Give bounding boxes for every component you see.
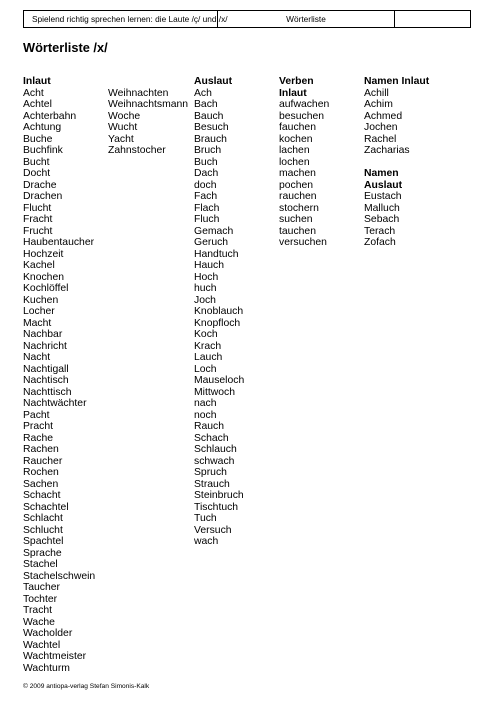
word-item: pochen	[279, 179, 314, 191]
word-item: Nachricht	[23, 340, 67, 352]
word-item: Raucher	[23, 455, 63, 467]
word-item: Weihnachtsmann	[108, 99, 189, 110]
word-item: Nachtisch	[23, 375, 69, 386]
column-heading-auslaut: Auslaut	[194, 76, 233, 87]
word-item: Macht	[23, 317, 52, 329]
word-item: Nacht	[23, 352, 51, 363]
word-item: Versuch	[194, 524, 232, 536]
word-item: Fracht	[23, 214, 53, 225]
word-item: Kachel	[23, 260, 55, 271]
word-item: Strauch	[194, 478, 230, 490]
word-item: doch	[194, 179, 217, 191]
word-item: Rauch	[194, 421, 225, 432]
word-item: Sachen	[23, 478, 59, 490]
word-item: Loch	[194, 363, 217, 375]
word-item: Hoch	[194, 271, 219, 283]
word-item: Joch	[194, 294, 216, 306]
header-table	[23, 10, 471, 28]
word-item: Wachturm	[23, 662, 70, 674]
word-item: tauchen	[279, 225, 316, 237]
word-list-auslaut	[194, 88, 244, 548]
word-item: Dach	[194, 168, 219, 179]
word-item: Spruch	[194, 467, 227, 478]
word-item: Gemach	[194, 225, 234, 237]
word-item: Knopfloch	[194, 317, 241, 329]
word-item: Wacholder	[23, 628, 73, 639]
column-heading-namen-inlaut: Namen Inlaut	[364, 76, 430, 87]
word-item: aufwachen	[279, 99, 330, 110]
word-item: wach	[194, 536, 219, 547]
word-item: Bruch	[194, 145, 222, 156]
word-item: Stachelschwein	[23, 570, 96, 582]
word-item: Haubentaucher	[23, 237, 95, 248]
word-item: Acht	[23, 87, 44, 99]
column-inlaut-continued	[108, 88, 188, 157]
word-item: Woche	[108, 110, 141, 122]
word-item: Sebach	[364, 214, 400, 225]
header-title-cell	[218, 11, 395, 27]
word-item: Wucht	[108, 122, 138, 133]
header-subject-text: Spielend richtig sprechen lernen: die Laute /ç/ und /x/	[32, 14, 228, 24]
word-item: Hauch	[194, 260, 225, 271]
word-item: Achim	[364, 99, 393, 110]
word-item: Jochen	[364, 122, 398, 133]
word-item: nach	[194, 398, 217, 409]
word-item: Tochter	[23, 593, 58, 605]
word-item: suchen	[279, 214, 313, 225]
word-item: Buche	[23, 133, 53, 145]
word-item: Achtung	[23, 122, 62, 133]
word-item: Rochen	[23, 467, 59, 478]
word-item: Pracht	[23, 421, 54, 432]
word-item: Bauch	[194, 110, 224, 122]
word-item: Mittwoch	[194, 386, 235, 398]
word-list-inlaut-continued	[108, 88, 188, 157]
word-item: Nachtwächter	[23, 398, 87, 409]
word-item: Tracht	[23, 605, 53, 616]
word-item: Brauch	[194, 133, 227, 145]
word-item: Eustach	[364, 191, 402, 202]
word-item: Schlauch	[194, 444, 237, 455]
word-item: Drache	[23, 179, 57, 191]
page-title: Wörterliste /x/	[23, 40, 108, 55]
word-item: Zofach	[364, 237, 396, 248]
word-item: Schacht	[23, 490, 61, 501]
word-item: Schachtel	[23, 501, 69, 513]
word-item: Fach	[194, 191, 218, 202]
word-item: Nachbar	[23, 329, 63, 340]
word-item: kochen	[279, 133, 313, 145]
word-item: versuchen	[279, 237, 327, 248]
word-item: Bucht	[23, 156, 50, 168]
word-item: Krach	[194, 340, 222, 352]
word-item: besuchen	[279, 110, 325, 122]
word-item: machen	[279, 168, 316, 179]
word-item: Sprache	[23, 547, 62, 559]
word-item: Hochzeit	[23, 248, 64, 260]
column-auslaut	[194, 76, 244, 548]
word-item: Achill	[364, 87, 389, 99]
word-item: rauchen	[279, 191, 317, 202]
word-item: Buchfink	[23, 145, 63, 156]
word-item: Stachel	[23, 559, 58, 570]
word-item: Flach	[194, 202, 220, 214]
header-empty-cell	[395, 11, 470, 27]
word-item: Nachttisch	[23, 386, 72, 398]
word-item: Schach	[194, 432, 229, 444]
word-item: Kochlöffel	[23, 283, 69, 294]
word-item: Docht	[23, 168, 51, 179]
word-item: Ach	[194, 87, 212, 99]
word-item: Locher	[23, 306, 55, 317]
word-item: Achmed	[364, 110, 403, 122]
word-item: Pacht	[23, 409, 50, 421]
word-item: Mauseloch	[194, 375, 245, 386]
word-item: Rachen	[23, 444, 59, 455]
word-item: Terach	[364, 225, 396, 237]
word-item: Besuch	[194, 122, 229, 133]
word-list-namen-inlaut	[364, 88, 429, 157]
word-item: Geruch	[194, 237, 229, 248]
word-item: Zahnstocher	[108, 145, 166, 156]
word-item: Knochen	[23, 271, 65, 283]
word-item: Frucht	[23, 225, 53, 237]
word-item: noch	[194, 409, 217, 421]
column-subheading-verben-inlaut: Inlaut	[279, 87, 307, 99]
word-item: Schlacht	[23, 513, 63, 524]
word-item: Wache	[23, 616, 55, 628]
word-item: Koch	[194, 329, 218, 340]
word-item: Yacht	[108, 133, 134, 145]
word-item: Rachel	[364, 133, 397, 145]
word-item: Zacharias	[364, 145, 410, 156]
word-item: Kuchen	[23, 294, 59, 306]
word-item: lochen	[279, 156, 310, 168]
column-heading-namen-auslaut-line1: Namen	[364, 168, 399, 179]
footer-copyright: © 2009 antiopa-verlag Stefan Simonis-Kalk	[23, 683, 150, 690]
column-namen	[364, 76, 429, 249]
word-item: Flucht	[23, 202, 52, 214]
word-item: Lauch	[194, 352, 223, 363]
word-item: Malluch	[364, 202, 400, 214]
word-item: Tuch	[194, 513, 217, 524]
spacer	[364, 157, 429, 169]
word-list-inlaut	[23, 88, 95, 675]
word-item: Nachtigall	[23, 363, 69, 375]
word-item: Knoblauch	[194, 306, 244, 317]
word-item: Bach	[194, 99, 218, 110]
word-item: lachen	[279, 145, 310, 156]
column-inlaut	[23, 76, 95, 674]
word-item: Fluch	[194, 214, 220, 225]
column-heading-namen-auslaut-line2: Auslaut	[364, 179, 403, 191]
word-item: Achtel	[23, 99, 52, 110]
column-verben	[279, 76, 329, 249]
word-item: Drachen	[23, 191, 63, 202]
column-heading-inlaut: Inlaut	[23, 76, 51, 87]
word-item: Spachtel	[23, 536, 64, 547]
word-item: Wachtel	[23, 639, 61, 651]
header-title-text: Wörterliste	[286, 14, 326, 24]
word-item: Achterbahn	[23, 110, 77, 122]
word-item: Taucher	[23, 582, 60, 593]
word-item: Schlucht	[23, 524, 63, 536]
word-list-verben	[279, 99, 329, 249]
column-heading-verben: Verben	[279, 76, 314, 87]
header-subject-cell	[24, 11, 228, 27]
word-item: Rache	[23, 432, 54, 444]
word-item: Steinbruch	[194, 490, 244, 501]
word-item: Handtuch	[194, 248, 239, 260]
word-item: Weihnachten	[108, 87, 169, 99]
word-item: fauchen	[279, 122, 316, 133]
word-item: stochern	[279, 202, 319, 214]
word-item: Wachtmeister	[23, 651, 87, 662]
word-item: schwach	[194, 455, 235, 467]
word-item: huch	[194, 283, 217, 294]
word-item: Tischtuch	[194, 501, 239, 513]
word-list-namen-auslaut	[364, 191, 429, 249]
word-item: Buch	[194, 156, 218, 168]
